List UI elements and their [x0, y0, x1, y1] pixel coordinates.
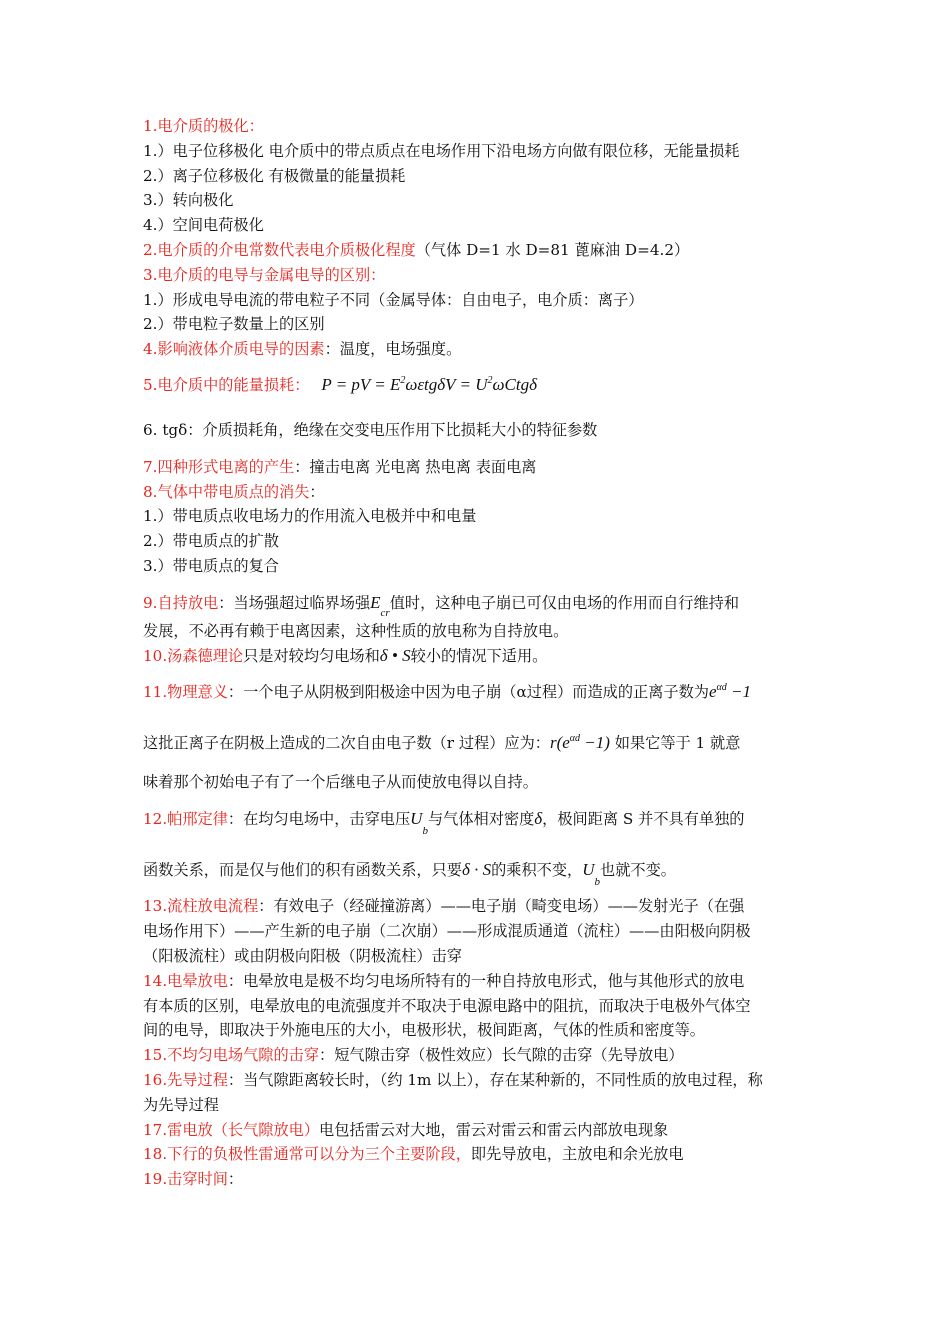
- paragraph-line: 味着那个初始电子有了一个后继电子从而使放电得以自持。: [143, 772, 538, 791]
- heading-number: 17.: [143, 1120, 168, 1139]
- heading-8: [143, 480, 813, 505]
- paragraph-line: 3.）转向极化: [143, 191, 234, 210]
- document-page: [143, 114, 813, 1192]
- heading-number: 11.: [143, 683, 168, 702]
- paragraph-line: 有本质的区别，电晕放电的电流强度并不取决于电源电路中的阻抗，而取决于电极外气体空: [143, 996, 751, 1015]
- paragraph-line: 3.）带电质点的复合: [143, 556, 279, 575]
- heading-11: 11.物理意义：一个电子从阴极到阳极途中因为电子崩（α过程）而造成的正离子数为$e^{\alpha d} -1$: [143, 682, 752, 702]
- heading-9: 9.自持放电：当场强超过临界场强$E_{cr}$值时，这种电子崩已可仅由电场的作用而自行维持和: [143, 592, 739, 619]
- paragraph-line: 4.）空间电荷极化: [143, 216, 264, 235]
- delta-s-symbol: δ • S: [379, 645, 411, 665]
- heading-14: 14.电晕放电：电晕放电是极不均匀电场所特有的一种自持放电形式，他与其他形式的放电: [143, 971, 745, 990]
- heading-title: 雷电放: [167, 1120, 213, 1139]
- heading-number: 12.: [143, 809, 168, 828]
- paragraph-line: 1.）形成电导电流的带电粒子不同（金属导体：自由电子，电介质：离子）: [143, 290, 644, 309]
- critical-field-symbol: $E_{cr}$: [370, 592, 390, 619]
- heading-title: 自持放电: [157, 593, 219, 612]
- paragraph-line: 函数关系，而是仅与他们的积有函数关系，只要δ · S的乘积不变，$U_b$也就不变。: [143, 859, 676, 888]
- heading-title: 击穿时间: [167, 1170, 228, 1189]
- breakdown-voltage-symbol: $U_b$: [410, 808, 428, 837]
- heading-number: 5.: [143, 375, 158, 394]
- heading-number: 7.: [143, 457, 158, 476]
- heading-title: 气体中带电质点的消失: [157, 482, 310, 501]
- heading-title: 电晕放电: [167, 971, 228, 990]
- heading-number: 1.: [143, 117, 158, 135]
- paragraph-line: 1.）电子位移极化 电介质中的带点质点在电场作用下沿电场方向做有限位移，无能量损耗: [143, 141, 740, 160]
- heading-title: 汤森德理论: [167, 646, 244, 665]
- heading-1: [143, 114, 813, 139]
- delta-s-symbol: δ · S: [461, 859, 492, 879]
- heading-number: 2.: [143, 240, 158, 259]
- heading-title: 不均匀电场气隙的击穿: [167, 1046, 320, 1065]
- paragraph-line: 电场作用下）——产生新的电子崩（二次崩）——形成混质通道（流柱）——由阳极向阴极: [143, 922, 751, 941]
- heading-title: 电介质的极化：: [157, 117, 264, 135]
- paragraph-line: （阳极流柱）或由阴极向阳极（阴极流柱）击穿: [143, 946, 462, 965]
- heading-title: 电介质的介电常数代表电介质极化程度: [157, 240, 416, 259]
- paragraph-line: 2.）带电质点的扩散: [143, 532, 279, 551]
- heading-number: 13.: [143, 897, 168, 916]
- heading-4: [143, 337, 813, 362]
- heading-number: 19.: [143, 1170, 168, 1189]
- heading-15: 15.不均匀电场气隙的击穿：短气隙击穿（极性效应）长气隙的击穿（先导放电）: [143, 1046, 684, 1065]
- heading-title: 物理意义: [167, 683, 228, 702]
- heading-text: ：撞击电离 光电离 热电离 表面电离: [294, 457, 537, 476]
- heading-title: 帕邢定律: [167, 809, 228, 828]
- ion-count-formula: $e^{\alpha d} -1$: [708, 682, 752, 702]
- heading-7: [143, 455, 813, 480]
- heading-title: 电介质的电导与金属电导的区别：: [157, 265, 386, 284]
- heading-19: 19.击穿时间：: [143, 1170, 244, 1189]
- heading-16: 16.先导过程：当气隙距离较长时，（约 1m 以上），存在某种新的，不同性质的放电过程，称: [143, 1070, 763, 1089]
- heading-number: 15.: [143, 1046, 168, 1065]
- heading-title: 先导过程: [167, 1070, 228, 1089]
- heading-text: ：: [309, 482, 325, 501]
- heading-title: 四种形式电离的产生: [157, 457, 295, 476]
- heading-17: 17.雷电放（长气隙放电）电包括雷云对大地，雷云对雷云和雷云内部放电现象: [143, 1120, 669, 1139]
- heading-number: 4.: [143, 340, 158, 359]
- heading-title: 电介质中的能量损耗：: [157, 375, 310, 394]
- heading-number: 16.: [143, 1070, 168, 1089]
- paragraph-line: 间的电导，即取决于外施电压的大小，电极形状，极间距离，气体的性质和密度等。: [143, 1021, 705, 1040]
- heading-2: [143, 238, 813, 263]
- heading-12: 12.帕邢定律：在均匀电场中，击穿电压$U_b$与气体相对密度δ，极间距离 S 并不具有单独的: [143, 808, 745, 837]
- secondary-electron-formula: $r(e^{\alpha d} -1)$: [549, 733, 610, 753]
- energy-loss-formula: P = pV = $E^2\omega\varepsilon tg\delta V = U^2\omega Ctg\delta$: [321, 374, 537, 394]
- paragraph-line: 发展，不必再有赖于电离因素，这种性质的放电称为自持放电。: [143, 621, 569, 640]
- heading-number: 14.: [143, 971, 168, 990]
- breakdown-voltage-symbol: $U_b$: [582, 859, 600, 888]
- heading-3: [143, 263, 813, 288]
- paragraph-line: 这批正离子在阴极上造成的二次自由电子数（r 过程）应为：$r(e^{\alpha d} -1)$ 如果它等于 1 就意: [143, 733, 741, 753]
- heading-text: ：温度，电场强度。: [324, 340, 462, 359]
- heading-title: 影响液体介质电导的因素: [157, 340, 325, 359]
- heading-number: 10.: [143, 646, 168, 665]
- delta-symbol: δ: [534, 808, 543, 828]
- heading-number: 3.: [143, 265, 158, 284]
- heading-5: [143, 370, 813, 400]
- heading-title: 流柱放电流程: [167, 897, 259, 916]
- heading-title: 下行的负极性雷通常可以分为三个主要阶段，: [167, 1145, 471, 1164]
- heading-number: 8.: [143, 482, 158, 501]
- heading-number: 18.: [143, 1145, 168, 1164]
- heading-number: 9.: [143, 593, 158, 612]
- heading-text: （气体 D=1 水 D=81 蓖麻油 D=4.2）: [415, 240, 690, 259]
- paragraph-line: 1.）带电质点收电场力的作用流入电极并中和电量: [143, 507, 477, 526]
- heading-10: 10.汤森德理论只是对较均匀电场和δ • S较小的情况下适用。: [143, 645, 548, 665]
- heading-13: 13.流柱放电流程：有效电子（经碰撞游离）——电子崩（畸变电场）——发射光子（在强: [143, 897, 745, 916]
- paragraph-line: 为先导过程: [143, 1095, 219, 1114]
- paragraph-line: 2.）带电粒子数量上的区别: [143, 315, 325, 334]
- heading-6: 6. tgδ：介质损耗角，绝缘在交变电压作用下比损耗大小的特征参数: [143, 420, 598, 439]
- heading-18: 18.下行的负极性雷通常可以分为三个主要阶段，即先导放电，主放电和余光放电: [143, 1145, 684, 1164]
- paragraph-line: 2.）离子位移极化 有极微量的能量损耗: [143, 166, 406, 185]
